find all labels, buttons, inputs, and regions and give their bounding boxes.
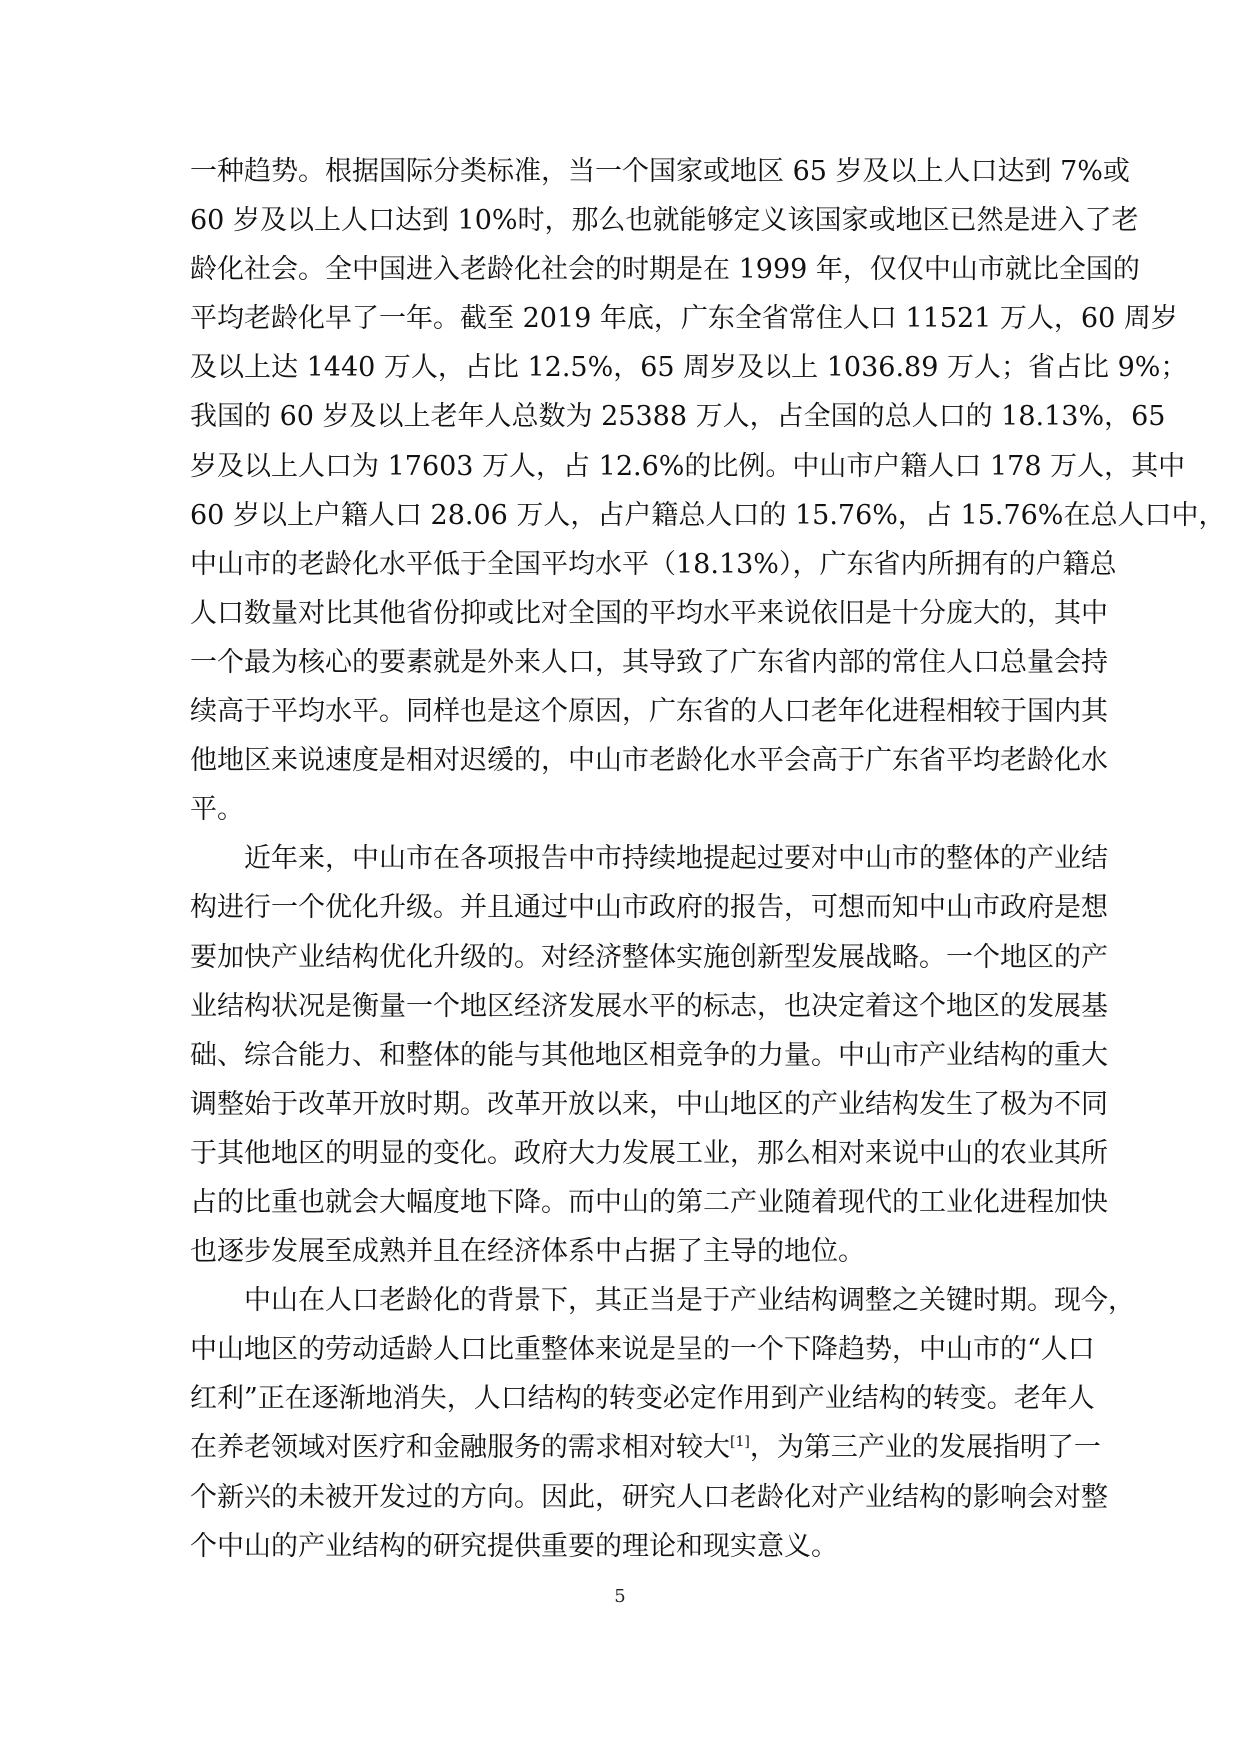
text-line: 个新兴的未被开发过的方向。因此，研究人口老龄化对产业结构的影响会对整 xyxy=(190,1481,1108,1513)
text-line: 中山市的老龄化水平低于全国平均水平（18.13%），广东省内所拥有的户籍总 xyxy=(190,548,1117,580)
page-body xyxy=(190,147,1226,1571)
text-line: 于其他地区的明显的变化。政府大力发展工业，那么相对来说中山的农业其所 xyxy=(190,1137,1108,1169)
text-line: 龄化社会。全中国进入老龄化社会的时期是在 1999 年，仅仅中山市就比全国的 xyxy=(190,254,1140,286)
text-line: 续高于平均水平。同样也是这个原因，广东省的人口老年化进程相较于国内其 xyxy=(190,696,1108,728)
text-line: 60 岁以上户籍人口 28.06 万人，占户籍总人口的 15.76%，占 15.76%在总人口中， xyxy=(190,499,1226,531)
text-line: 要加快产业结构优化升级的。对经济整体实施创新型发展战略。一个地区的产 xyxy=(190,941,1108,973)
text-line: 中山地区的劳动适龄人口比重整体来说是呈的一个下降趋势，中山市的“人口 xyxy=(190,1334,1095,1366)
text-line-part: ，为第三产业的发展指明了一 xyxy=(749,1432,1101,1464)
text-line: 平。 xyxy=(190,794,244,826)
text-line: 个中山的产业结构的研究提供重要的理论和现实意义。 xyxy=(190,1530,838,1562)
text-line: 岁及以上人口为 17603 万人，占 12.6%的比例。中山市户籍人口 178 万人，其中 xyxy=(190,450,1186,482)
text-line: 业结构状况是衡量一个地区经济发展水平的标志，也决定着这个地区的发展基 xyxy=(190,990,1108,1022)
text-line: 红利”正在逐渐地消失，人口结构的转变必定作用到产业结构的转变。老年人 xyxy=(190,1383,1095,1415)
text-line: 中山在人口老龄化的背景下，其正当是于产业结构调整之关键时期。现今， xyxy=(244,1285,1135,1317)
page-number: 5 xyxy=(614,1586,626,1607)
text-line: 他地区来说速度是相对迟缓的，中山市老龄化水平会高于广东省平均老龄化水 xyxy=(190,745,1108,777)
text-line: 我国的 60 岁及以上老年人总数为 25388 万人，占全国的总人口的 18.13%，65 xyxy=(190,401,1166,433)
text-line: 础、综合能力、和整体的能与其他地区相竞争的力量。中山市产业结构的重大 xyxy=(190,1039,1108,1071)
text-line: 一个最为核心的要素就是外来人口，其导致了广东省内部的常住人口总量会持 xyxy=(190,646,1108,678)
text-line: 近年来，中山市在各项报告中市持续地提起过要对中山市的整体的产业结 xyxy=(244,843,1108,875)
text-line: 平均老龄化早了一年。截至 2019 年底，广东全省常住人口 11521 万人，60 周岁 xyxy=(190,303,1178,335)
paragraph-1 xyxy=(190,147,1226,834)
text-line: 构进行一个优化升级。并且通过中山市政府的报告，可想而知中山市政府是想 xyxy=(190,892,1108,924)
text-line: 也逐步发展至成熟并且在经济体系中占据了主导的地位。 xyxy=(190,1236,865,1268)
text-line: 调整始于改革开放时期。改革开放以来，中山地区的产业结构发生了极为不同 xyxy=(190,1088,1108,1120)
text-line-with-citation xyxy=(190,1423,1101,1472)
text-line: 60 岁及以上人口达到 10%时，那么也就能够定义该国家或地区已然是进入了老 xyxy=(190,205,1139,237)
text-line: 占的比重也就会大幅度地下降。而中山的第二产业随着现代的工业化进程加快 xyxy=(190,1186,1108,1218)
paragraph-3 xyxy=(190,1276,1135,1571)
text-line: 一种趋势。根据国际分类标准，当一个国家或地区 65 岁及以上人口达到 7%或 xyxy=(190,156,1130,187)
text-line: 及以上达 1440 万人，占比 12.5%，65 周岁及以上 1036.89 万人；省占比 9%； xyxy=(190,352,1188,384)
text-line-part: 在养老领域对医疗和金融服务的需求相对较大 xyxy=(190,1432,730,1464)
citation-reference[interactable]: [1] xyxy=(730,1434,750,1451)
paragraph-2 xyxy=(190,834,1108,1276)
text-line: 人口数量对比其他省份抑或比对全国的平均水平来说依旧是十分庞大的，其中 xyxy=(190,597,1108,629)
